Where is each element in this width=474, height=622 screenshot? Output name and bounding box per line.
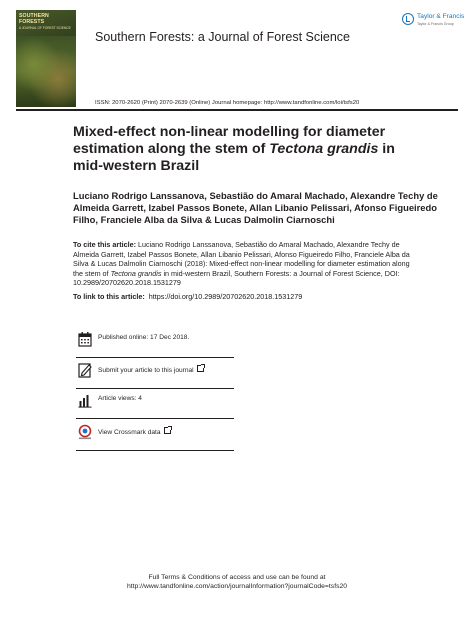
bar-chart-icon — [78, 392, 92, 408]
author-list: Luciano Rodrigo Lanssanova, Sebastião do Amaral Machado, Alexandre Techy de Almeida Garrett, Izabel Passos Bonete, Allan Libanio Pelissari, Afonso Figueiredo Filho, Franciele Alba da Silva & Lucas Dalmolin Ciarnoschi — [73, 190, 438, 226]
external-link-icon — [164, 427, 171, 434]
citation-label: To cite this article: — [73, 240, 136, 249]
header-divider — [16, 109, 458, 111]
cover-photo — [16, 36, 76, 107]
crossmark-link[interactable] — [98, 427, 171, 436]
article-title — [73, 124, 418, 174]
citation-doi-link[interactable]: 10.2989/20702620.2018.1531279 — [73, 278, 181, 288]
article-doi-url[interactable]: https://doi.org/10.2989/20702620.2018.1531279 — [148, 292, 303, 301]
edit-document-icon — [78, 362, 92, 378]
terms-url-link[interactable]: http://www.tandfonline.com/action/journalInformation?journalCode=tsfs20 — [126, 583, 348, 591]
publisher-tagline: Taylor & Francis Group — [417, 22, 454, 26]
calendar-icon — [78, 331, 92, 347]
article-views-row — [76, 388, 234, 419]
title-text-2: in mid-western Brazil — [73, 140, 395, 174]
article-link-label: To link to this article: — [73, 292, 145, 301]
crossmark-icon — [78, 424, 92, 440]
published-online-row — [76, 327, 234, 358]
journal-title: Southern Forests: a Journal of Forest Science — [95, 30, 350, 44]
submit-article-row[interactable] — [76, 358, 234, 389]
submit-article-label: Submit your article to this journal — [98, 367, 194, 374]
published-date: Published online: 17 Dec 2018. — [98, 334, 190, 341]
terms-text: Full Terms & Conditions of access and use can be found at — [148, 574, 326, 581]
terms-footer — [0, 573, 474, 592]
publisher-name: Taylor & Francis — [417, 13, 465, 20]
article-link-block — [73, 292, 302, 301]
cover-title: SOUTHERN FORESTS — [19, 13, 49, 25]
external-link-icon — [197, 365, 204, 372]
submit-article-link[interactable] — [98, 365, 204, 374]
issn-line: ISSN: 2070-2620 (Print) 2070-2639 (Online) Journal homepage: http://www.tandfonline.com/loi/tsfs20 — [95, 100, 360, 106]
article-views-count: Article views: 4 — [98, 395, 142, 402]
title-text-1: Mixed-effect non-linear modelling for diameter estimation along the stem of — [73, 124, 386, 157]
citation-text-2: in mid-western Brazil, Southern Forests: a Journal of Forest Science, DOI: — [161, 268, 400, 278]
title-species: Tectona grandis — [269, 140, 379, 157]
citation-species: Tectona grandis — [110, 268, 162, 278]
taylor-francis-icon — [402, 13, 414, 25]
citation-block — [73, 240, 413, 288]
crossmark-label: View Crossmark data — [98, 429, 161, 436]
crossmark-row[interactable] — [76, 420, 234, 451]
publisher-logo[interactable] — [402, 12, 466, 34]
cover-subtitle: A JOURNAL OF FOREST SCIENCE — [19, 26, 71, 30]
citation-text-1: Luciano Rodrigo Lanssanova, Sebastião do Amaral Machado, Alexandre Techy de Almeida Garrett, Izabel Passos Bonete, Allan Libanio Pelissari, Afonso Figueiredo Filho, Franciele Alba da Silva & Lucas Dalmolin Ciarnoschi (2018): Mixed-effect non-linear modelling for diameter estimation along the stem of — [73, 240, 410, 278]
journal-cover-image — [16, 10, 76, 107]
